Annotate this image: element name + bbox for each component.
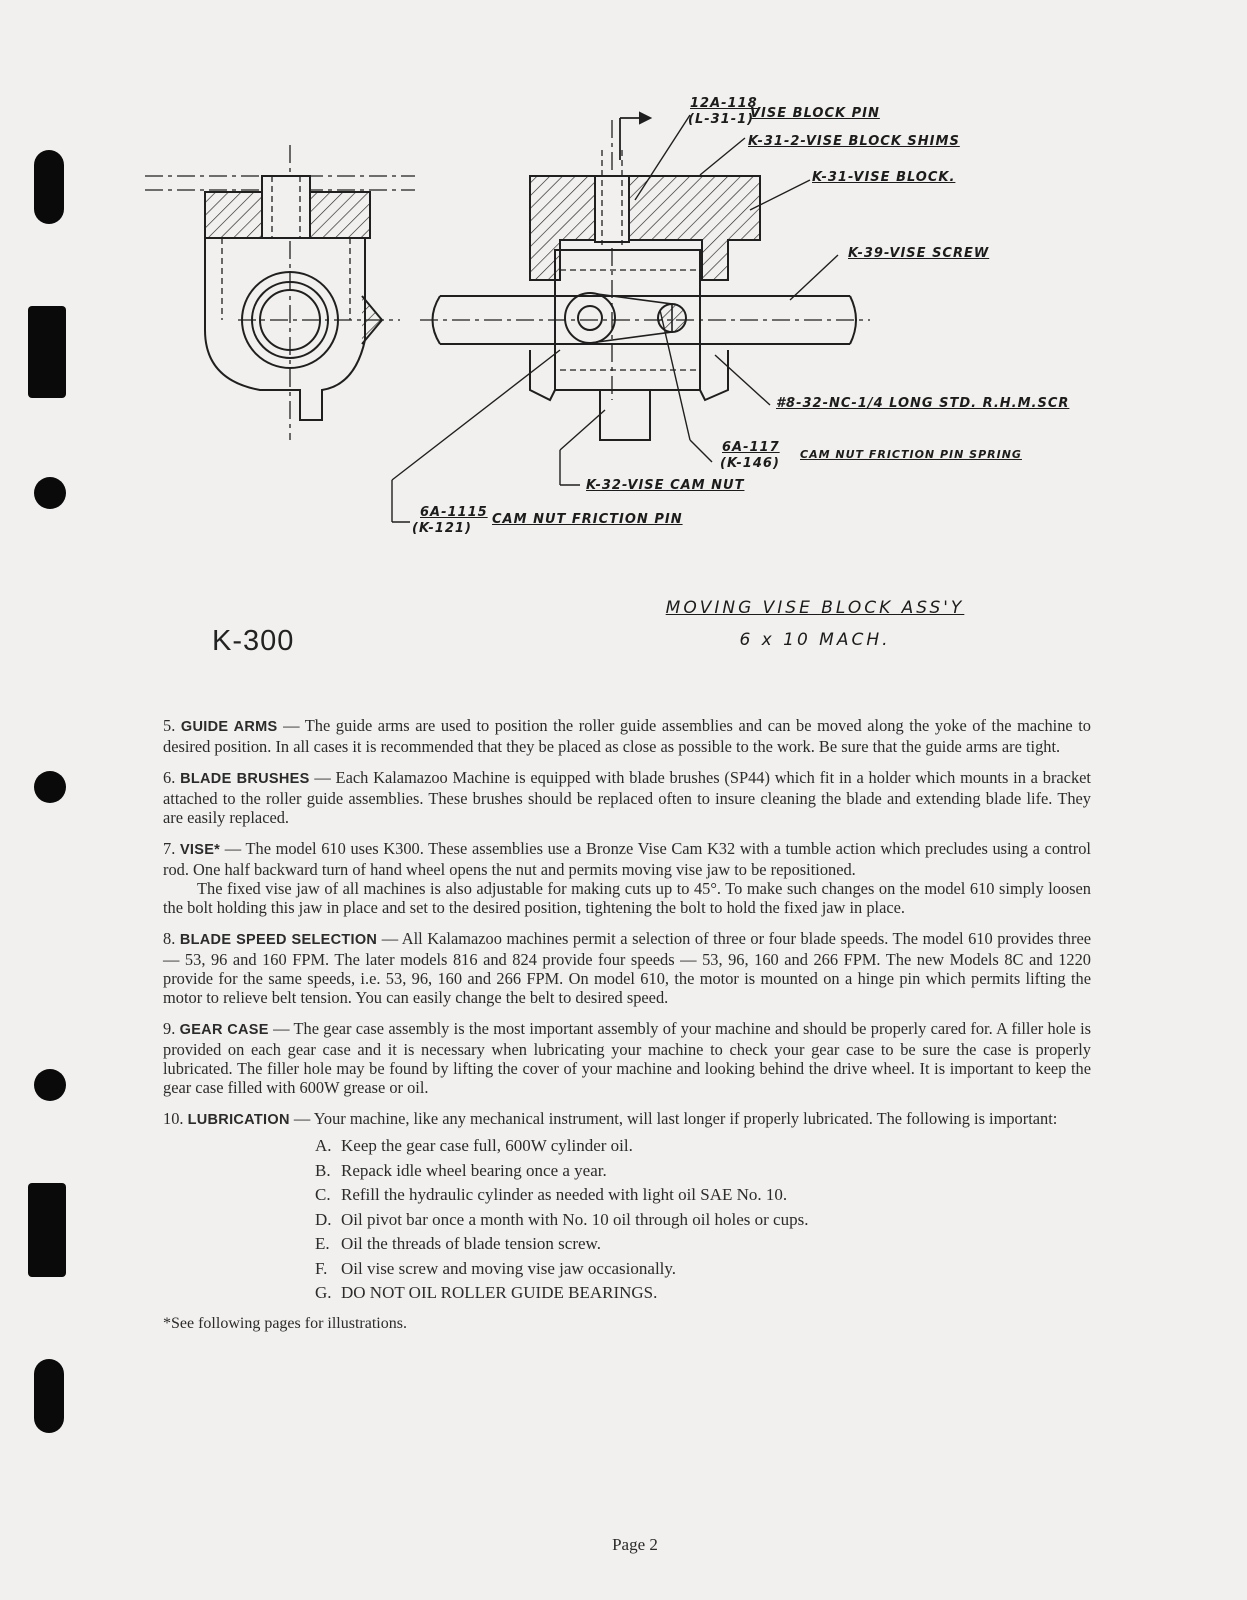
punch-hole-5 [34,1069,66,1101]
page-number: Page 2 [612,1535,658,1554]
section-vise: 7. VISE* — The model 610 uses K300. These assemblies use a Bronze Vise Cam K32 with a tumble action which precludes using a control rod. One half backward turn of hand wheel opens the nut and permits moving vise jaw to be repositioned. [163,839,1091,879]
label-spring-a: 6A-117 [722,440,780,455]
footnote: *See following pages for illustrations. [163,1314,407,1332]
label-vise-cam-nut: K-32-VISE CAM NUT [586,478,745,493]
section-heading: LUBRICATION [187,1112,290,1128]
list-item: G. DO NOT OIL ROLLER GUIDE BEARINGS. [315,1283,658,1302]
punch-hole-7 [34,1359,64,1433]
vise-block-assembly-drawing [0,0,1247,560]
label-std-screw: #8-32-NC-1/4 LONG STD. R.H.M.SCR [776,396,1070,411]
section-blade-speed: 8. BLADE SPEED SELECTION — All Kalamazoo machines permit a selection of three or four blade speeds. The model 610 provides three — 53, 96 and 160 FPM. The later models 816 and 824 provide four speeds — 53, 96, 160 and 266 FPM. The new Models 8C and 1220 provide for the same speeds, i.e. 53, 96, 160 and 266 FPM. On model 610, the motor is mounted on a hinge pin which permits lifting the motor to relieve belt tension. You can easily change the belt to desired speed. [163,929,1091,1007]
section-view [420,113,870,440]
section-vise-continued: The fixed vise jaw of all machines is also adjustable for making cuts up to 45°. To make such changes on the model 610 simply loosen the bolt holding this jaw in place and set to the desired position, tightening the bolt to hold the fixed jaw in place. [163,879,1091,917]
punch-hole-4 [34,771,66,803]
list-item: E. Oil the threads of blade tension screw. [315,1234,601,1253]
list-item: C. Refill the hydraulic cylinder as needed with light oil SAE No. 10. [315,1185,788,1204]
list-item: F. Oil vise screw and moving vise jaw occasionally. [315,1258,677,1278]
punch-hole-6 [28,1183,66,1277]
label-vise-block-pin-b: (L-31-1) [688,112,755,127]
part-number: K-300 [212,625,295,657]
section-heading: BLADE SPEED SELECTION [179,932,378,948]
section-blade-brushes: 6. BLADE BRUSHES — Each Kalamazoo Machine is equipped with blade brushes (SP44) which fit in a holder which mounts in a bracket attached to the roller guide assemblies. These brushes should be replaced often to insure cleaning the blade and extending blade life. They are easily replaced. [163,768,1091,827]
section-gear-case: 9. GEAR CASE — The gear case assembly is the most important assembly of your machine and should be properly cared for. A filler hole is provided on each gear case and it is necessary when lubricating your machine to check your gear case to be sure the case is properly lubricated. The filler hole may be found by lifting the cover of your machine and looking behind the drive wheel. It is important to keep the gear case filled with 600W grease or oil. [163,1019,1091,1097]
section-lubrication: 10. LUBRICATION — Your machine, like any mechanical instrument, will last longer if properly lubricated. The following is important: [163,1109,1058,1128]
list-item: B. Repack idle wheel bearing once a year. [315,1160,607,1180]
list-item: A. Keep the gear case full, 600W cylinder oil. [315,1136,633,1155]
instructions-body [163,716,1091,1333]
side-view [145,145,415,440]
section-heading: BLADE BRUSHES [180,771,310,787]
label-vise-screw: K-39-VISE SCREW [848,246,990,261]
lubrication-list [163,1134,1091,1306]
label-vise-block-shims: K-31-2-VISE BLOCK SHIMS [748,134,960,149]
label-spring-desc: CAM NUT FRICTION PIN SPRING [800,448,1022,461]
label-spring-b: (K-146) [720,456,780,471]
section-heading: GEAR CASE [179,1022,269,1038]
section-heading: GUIDE ARMS [180,719,278,735]
section-heading: VISE* [179,842,221,858]
label-friction-pin-desc: CAM NUT FRICTION PIN [492,512,683,527]
label-vise-block: K-31-VISE BLOCK. [812,170,956,185]
label-friction-pin-b: (K-121) [412,521,472,536]
section-guide-arms: 5. GUIDE ARMS — The guide arms are used to position the roller guide assemblies and can be moved along the yoke of the machine to desired position. In all cases it is recommended that they be placed as close as possible to the work. Be sure that the guide arms are tight. [163,716,1091,756]
label-friction-pin-a: 6A-1115 [420,505,488,520]
label-vise-block-pin-a: 12A-118 [690,96,758,111]
label-vise-block-pin-desc: VISE BLOCK PIN [750,106,880,121]
assembly-title: MOVING VISE BLOCK ASS'Y [665,598,965,618]
assembly-subtitle: 6 x 10 MACH. [739,630,891,650]
list-item: D. Oil pivot bar once a month with No. 10 oil through oil holes or cups. [315,1209,809,1229]
